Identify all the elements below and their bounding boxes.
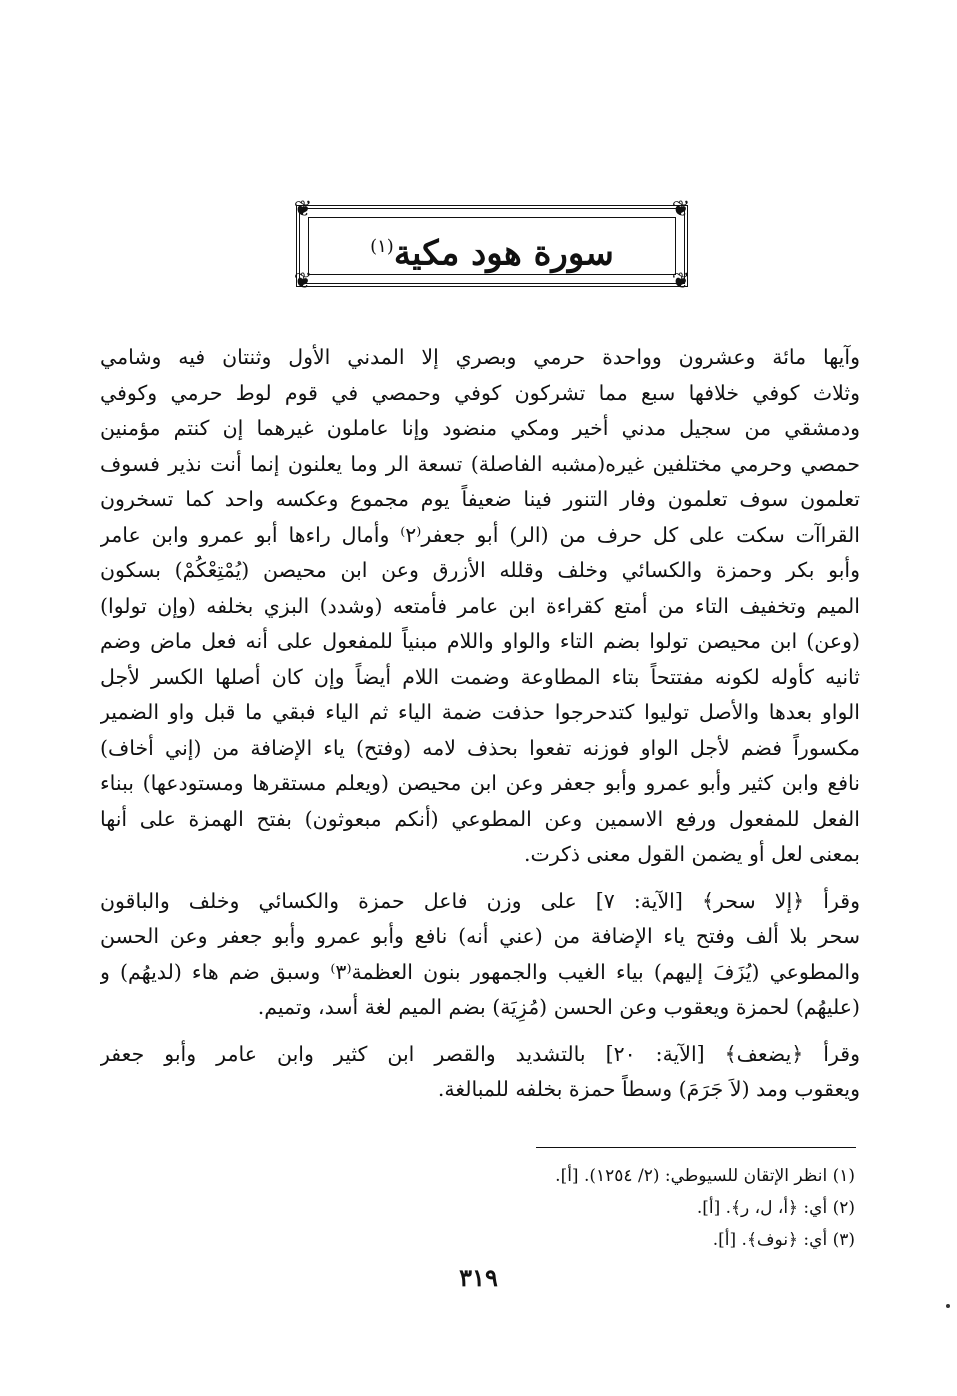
body-text [100,340,860,1108]
paragraph-intro [100,340,860,873]
text-line: ثانيه كأوله لكونه مفتتحاً بتاء المطاوعة وضمت اللام أيضاً وإن كان أصلها الكسر لأجل [100,664,860,689]
scan-speck [946,1304,950,1308]
text-line: والمطوعي (يُزَفَ إليهم) بياء الغيب والجمهور بنون العظمة⁽٣⁾ وسبق ضم هاء (لديهُم) و [100,959,860,984]
text-line: وثلاث كوفي خلافها سبع مما تشركون كوفي وحمصي في قوم لوط حرمي وكوفي [100,380,860,405]
ornament-icon: ❦ [671,269,691,294]
footnote-separator [536,1147,856,1148]
text-line: ويعقوب ومد (لاَ جَرَمَ) وسطاً حمزة بخلفه للمبالغة. [437,1077,860,1101]
text-line: نافع وابن كثير وأبو عمرو وأبو جعفر وعن ابن محيصن (ويعلم مستقرها ومستودعها) ببناء [100,771,860,795]
ornament-icon: ❦ [671,197,691,222]
surah-title-text: سورة هود مكية [393,233,614,274]
ornament-icon: ❦ [293,197,313,222]
footnote-1: (١) انظر الإتقان للسيوطي: (٢/ ١٢٥٤). [أ]. [555,1166,855,1186]
text-line: وقرأ ﴿إلا سحر﴾ [الآية: ٧] على وزن فاعل حمزة والكسائي وخلف والباقون [100,888,860,913]
text-line: (وعن) ابن محيصن تولوا بضم التاء والواو واللام مبنياً للمفعول على أنه فعل ماض وضم [100,629,860,653]
title-footnote-ref: (١) [370,236,394,257]
text-line: حمصي وحرمي مختلفين غيره(مشبه الفاصلة) تسعة الر وما يعلنون إنما أنت نذير فسوف [100,451,860,476]
ornament-icon: ❦ [293,269,313,294]
text-line: بمعنى لعل أو يضمن القول معنى ذكرت. [524,842,860,866]
title-frame [293,197,691,294]
text-line: القراآت سكت على كل حرف من (الر) أبو جعفر⁽٢⁾ وأمال راءها أبو عمرو وابن عامر [100,522,860,547]
footnote-2: (٢) أي: ﴿أ، ل، ر﴾. [أ]. [696,1198,855,1218]
text-line: مكسوراً فضم لأجل الواو فوزنه تفعوا بحذف لامه (وفتح) ياء الإضافة من (إني أخاف) [100,735,860,760]
text-line: وأبو بكر وحمزة والكسائي وخلف وقلله الأزرق وعن ابن محيصن (يُمْتِعْكُمْ) بسكون [100,558,860,582]
page-number: ٣١٩ [459,1263,498,1292]
text-line: تعلمون سوف تعلمون وفار التنور فينا ضعيفاً يوم مجموع وعكسه واحد كما تسخرون [100,487,860,511]
paragraph-verse-7 [100,884,860,1026]
text-line: الواو بعدها والأصل توليوا كتدحرجوا حذفت ضمة الياء ثم الياء فبقي ما قبل واو الضمير [100,700,860,724]
paragraph-verse-20 [100,1037,860,1108]
surah-title [300,225,684,275]
text-line: الفعل للمفعول ورفع الاسمين وعن المطوعي (أنكم مبعوثون) بفتح الهمزة على أنها [100,806,860,831]
text-line: ودمشقي من سجيل مدني أخير ومكي منضود وإنا عاملون غيرهما إن كنتم مؤمنين [100,416,860,440]
footnote-3: (٣) أي: ﴿نوف﴾. [أ]. [712,1230,855,1250]
text-line: وآيها مائة وعشرون وواحدة حرمي وبصري إلا المدني الأول وثنتان فيه وشامي [100,345,860,369]
text-line: وقرأ ﴿يضعف﴾ [الآية: ٢٠] بالتشديد والقصر ابن كثير وابن عامر وأبو جعفر [100,1041,860,1066]
text-line: الميم وتخفيف التاء من أمتع كقراءة ابن عامر فأمتعه (وشدد) البزي بخلفه (وإن تولوا) [100,593,860,618]
footnotes [400,1160,855,1256]
text-line: (عليهُم) لحمزة ويعقوب وعن الحسن (مُزِيَة) بضم الميم لغة أسد، وتميم. [257,995,860,1019]
text-line: سحر بلا ألف وفتح ياء الإضافة من (عني أنه) نافع وأبو عمرو وأبو جعفر وعن الحسن [100,924,860,948]
